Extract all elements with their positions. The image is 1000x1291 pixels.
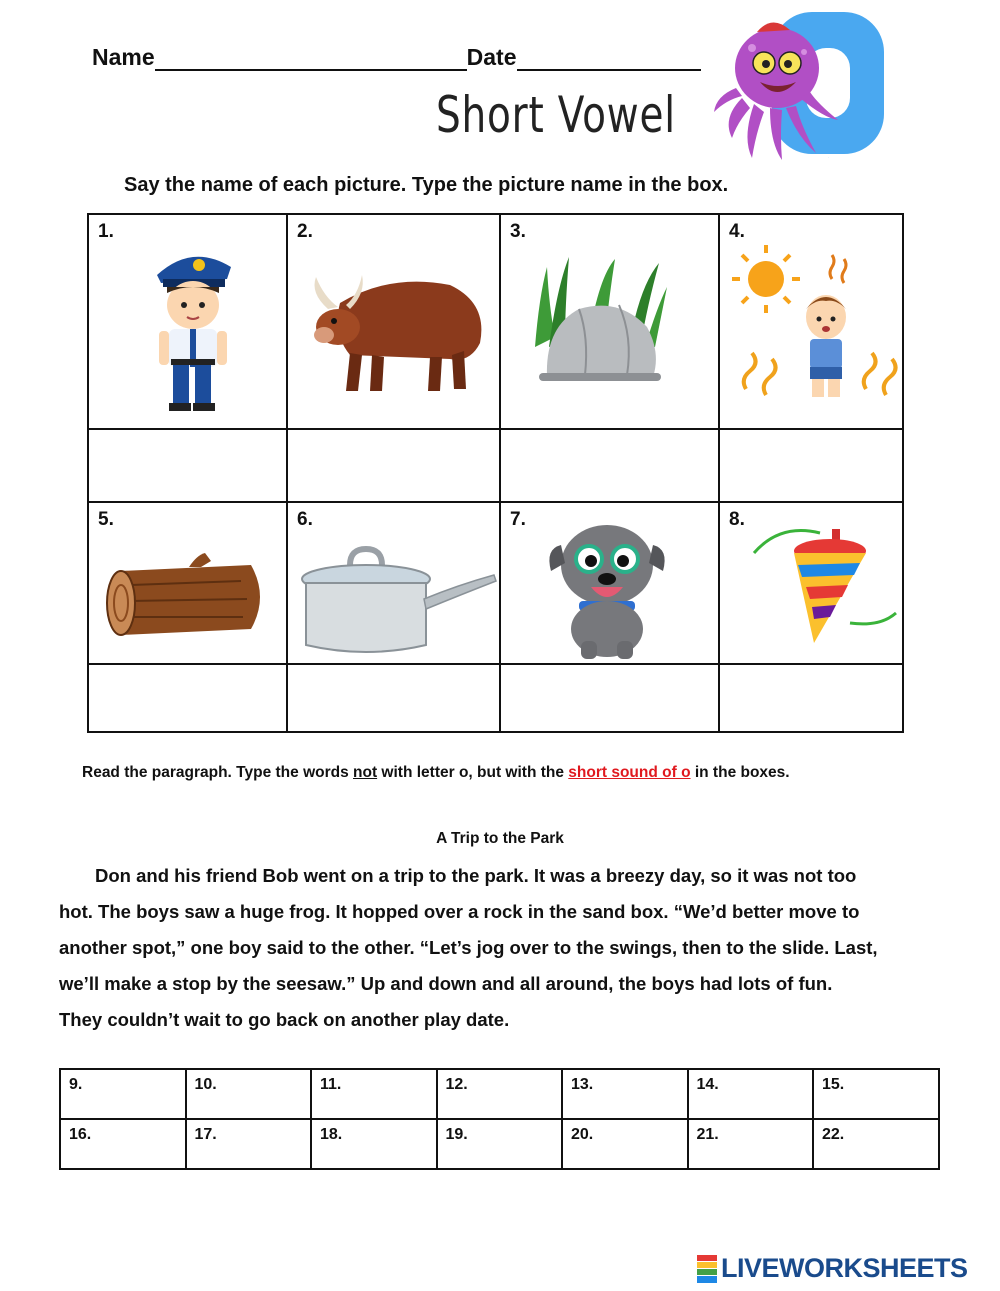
spinning-top-icon <box>750 523 900 653</box>
answer-box-4[interactable] <box>719 429 903 502</box>
story-line: Don and his friend Bob went on a trip to the park. It was a breezy day, so it was not too <box>95 865 857 886</box>
word-box-number: 17. <box>194 1126 217 1143</box>
picture-number: 8. <box>729 509 745 530</box>
story-line: They couldn’t wait to go back on another play date. <box>59 1009 510 1030</box>
word-box-17[interactable] <box>186 1119 312 1169</box>
liveworksheets-icon <box>697 1255 717 1283</box>
mascot-letter: o <box>828 158 829 159</box>
pot-icon <box>298 541 498 659</box>
word-box-21[interactable] <box>688 1119 814 1169</box>
octopus-mascot-icon <box>712 8 892 168</box>
picture-number: 5. <box>98 509 114 530</box>
answer-box-7[interactable] <box>500 664 719 732</box>
picture-cell-3 <box>500 214 719 429</box>
story-line: another spot,” one boy said to the other. “Let’s jog over to the swings, then to the slide. Last, <box>59 937 878 958</box>
word-box-number: 11. <box>320 1076 342 1093</box>
picture-cell-1 <box>88 214 287 429</box>
hot-boy-icon <box>726 239 898 415</box>
picture-cell-6 <box>287 502 500 664</box>
instr-text-2: with letter o, but with the <box>377 764 569 781</box>
word-box-number: 19. <box>445 1126 468 1143</box>
picture-number: 2. <box>297 221 313 242</box>
story-line: we’ll make a stop by the seesaw.” Up and down and all around, the boys had lots of fun. <box>59 973 833 994</box>
instr-highlight: short sound of o <box>568 764 691 781</box>
word-box-number: 16. <box>69 1126 92 1143</box>
answer-box-3[interactable] <box>500 429 719 502</box>
word-box-number: 10. <box>194 1076 217 1093</box>
answer-input-5[interactable] <box>89 665 286 696</box>
word-box-number: 18. <box>320 1126 343 1143</box>
answer-box-6[interactable] <box>287 664 500 732</box>
word-box-number: 21. <box>696 1126 719 1143</box>
yak-icon <box>310 263 490 393</box>
word-box-22[interactable] <box>813 1119 939 1169</box>
dog-icon <box>541 515 671 661</box>
word-box-13[interactable] <box>562 1069 688 1119</box>
picture-table <box>87 213 904 733</box>
picture-number: 6. <box>297 509 313 530</box>
answer-box-8[interactable] <box>719 664 903 732</box>
word-box-14[interactable] <box>688 1069 814 1119</box>
answer-input-8[interactable] <box>720 665 902 696</box>
name-line[interactable] <box>155 45 467 71</box>
word-box-number: 22. <box>822 1126 845 1143</box>
story-line: hot. The boys saw a huge frog. It hopped over a rock in the sand box. “We’d better move to <box>59 901 860 922</box>
word-box-16[interactable] <box>60 1119 186 1169</box>
picture-number: 4. <box>729 221 745 242</box>
page-title: Short Vowel <box>436 86 676 144</box>
answer-input-4[interactable] <box>720 430 902 461</box>
story-paragraph <box>59 858 959 1038</box>
date-line[interactable] <box>517 45 701 71</box>
word-box-18[interactable] <box>311 1119 437 1169</box>
answer-input-1[interactable] <box>89 430 286 461</box>
word-box-number: 14. <box>696 1076 719 1093</box>
answer-input-7[interactable] <box>501 665 718 696</box>
word-box-11[interactable] <box>311 1069 437 1119</box>
date-label: Date <box>466 44 517 70</box>
instr-not: not <box>353 764 378 781</box>
word-box-15[interactable] <box>813 1069 939 1119</box>
word-box-12[interactable] <box>437 1069 563 1119</box>
answer-input-6[interactable] <box>288 665 499 696</box>
picture-instructions: Say the name of each picture. Type the picture name in the box. <box>124 174 729 196</box>
picture-cell-2 <box>287 214 500 429</box>
police-officer-icon <box>147 235 237 415</box>
rock-icon <box>529 257 669 387</box>
picture-cell-8 <box>719 502 903 664</box>
answer-input-2[interactable] <box>288 430 499 461</box>
word-box-number: 12. <box>445 1076 468 1093</box>
picture-cell-7 <box>500 502 719 664</box>
picture-cell-5 <box>88 502 287 664</box>
word-box-number: 9. <box>69 1076 83 1093</box>
answer-box-2[interactable] <box>287 429 500 502</box>
name-label: Name <box>92 44 155 70</box>
answer-box-5[interactable] <box>88 664 287 732</box>
word-box-number: 13. <box>571 1076 594 1093</box>
word-answer-table <box>59 1068 940 1170</box>
word-box-20[interactable] <box>562 1119 688 1169</box>
picture-cell-4 <box>719 214 903 429</box>
word-box-10[interactable] <box>186 1069 312 1119</box>
instr-text-1: Read the paragraph. Type the words <box>82 764 354 781</box>
picture-number: 7. <box>510 509 526 530</box>
name-date-row <box>92 44 701 71</box>
word-box-9[interactable] <box>60 1069 186 1119</box>
answer-box-1[interactable] <box>88 429 287 502</box>
picture-number: 1. <box>98 221 114 242</box>
liveworksheets-logo[interactable] <box>697 1253 968 1284</box>
word-box-number: 15. <box>822 1076 845 1093</box>
log-icon <box>101 551 271 641</box>
picture-number: 3. <box>510 221 526 242</box>
answer-input-3[interactable] <box>501 430 718 461</box>
word-box-19[interactable] <box>437 1119 563 1169</box>
brand-text: LIVEWORKSHEETS <box>721 1253 968 1283</box>
story-title: A Trip to the Park <box>436 830 564 847</box>
paragraph-instructions <box>82 764 790 782</box>
word-box-number: 20. <box>571 1126 594 1143</box>
instr-text-3: in the boxes. <box>690 764 790 781</box>
